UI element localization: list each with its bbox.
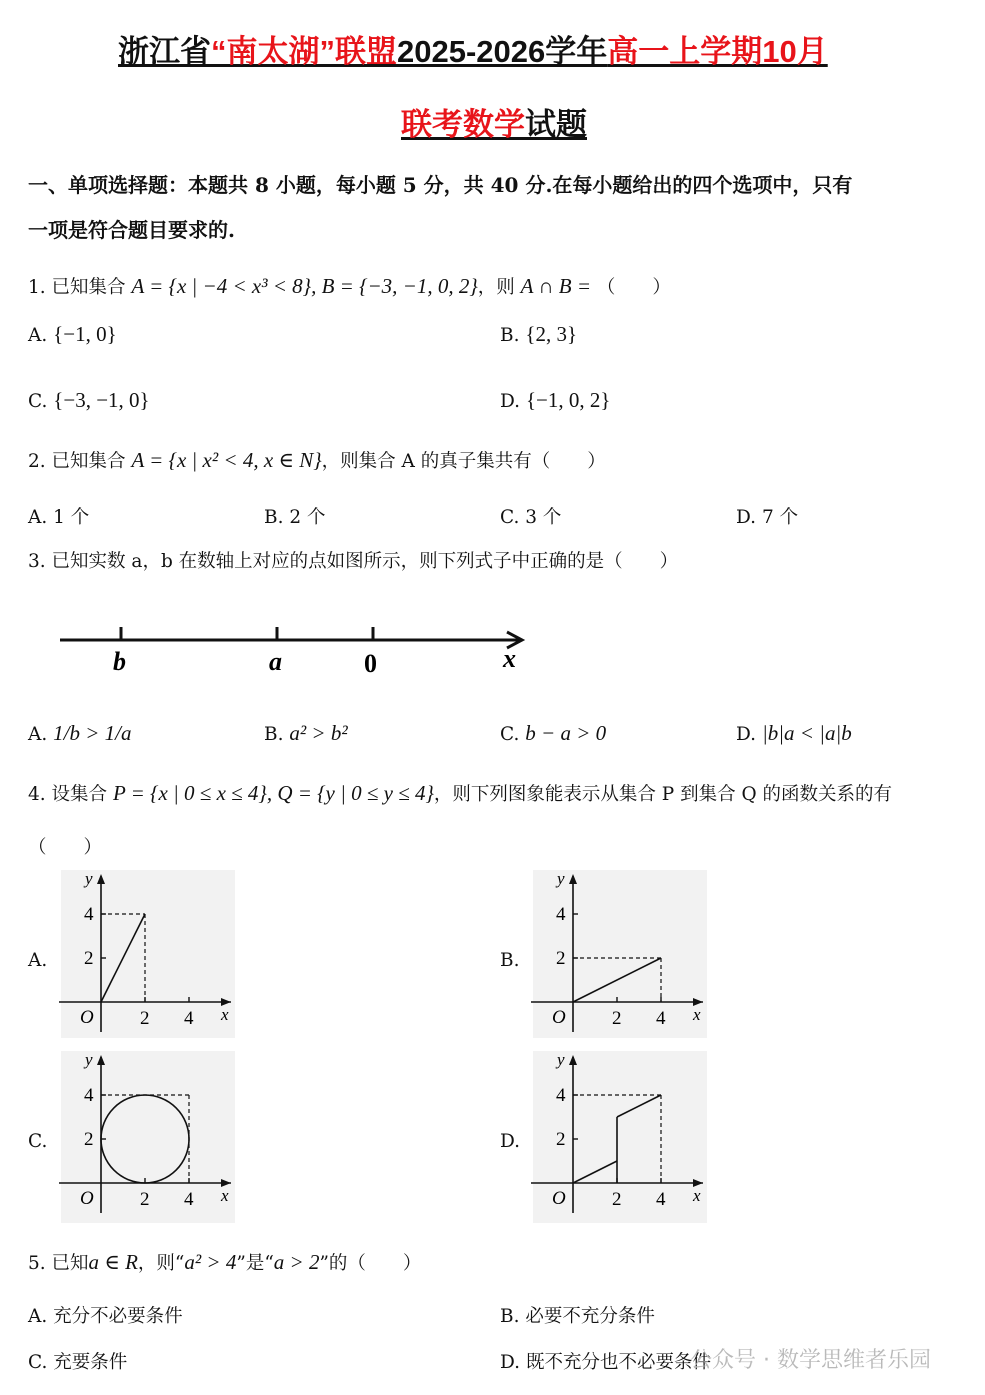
question-4-option-b-label[interactable]: B. — [500, 950, 520, 971]
y-tick-label: 4 — [556, 904, 566, 925]
origin-label: O — [80, 1007, 94, 1028]
x-var-label: x — [221, 1186, 229, 1205]
title-part-exam: 试题 — [525, 107, 587, 142]
question-5-option-c[interactable]: C. 充要条件 — [28, 1352, 128, 1373]
y-tick-label: 2 — [84, 948, 94, 969]
title-part-subject: 联考数学 — [401, 107, 525, 142]
graph-a — [55, 862, 245, 1042]
number-line-label-x: x — [503, 644, 516, 673]
question-2-option-b[interactable]: B. 2 个 — [264, 507, 326, 528]
title-part-alliance: “南太湖”联盟 — [211, 34, 397, 69]
y-tick-label: 4 — [556, 1085, 566, 1106]
x-tick-label: 4 — [656, 1189, 666, 1210]
number-line-label-a: a — [269, 647, 282, 676]
question-1-option-a[interactable]: A. {−1, 0} — [28, 322, 117, 346]
watermark: 公众号 · 数学思维者乐园 — [690, 1348, 931, 1373]
question-3-stem: 3. 已知实数 a，b 在数轴上对应的点如图所示，则下列式子中正确的是（ ） — [28, 551, 679, 572]
question-5-option-d[interactable]: D. 既不充分也不必要条件 — [500, 1352, 711, 1373]
question-2-math: A = {x | x² < 4, x ∈ N} — [131, 448, 322, 472]
question-2-option-c[interactable]: C. 3 个 — [500, 507, 562, 528]
number-line-label-0: 0 — [364, 649, 377, 678]
graph-d — [527, 1043, 717, 1228]
section-header-line2: 一项是符合题目要求的. — [28, 218, 235, 242]
question-4-blank: （ ） — [28, 837, 103, 858]
question-4-stem: 4. 设集合 P = {x | 0 ≤ x ≤ 4}, Q = {y | 0 ≤ y ≤ 4}，则下列图象能表示从集合 P 到集合 Q 的函数关系的有 — [28, 781, 893, 805]
question-5-option-a[interactable]: A. 充分不必要条件 — [28, 1306, 183, 1327]
question-3-option-c[interactable]: C. b − a > 0 — [500, 721, 607, 745]
question-3-option-b[interactable]: B. a² > b² — [264, 721, 348, 745]
y-tick-label: 2 — [556, 948, 566, 969]
question-4-option-d-label[interactable]: D. — [500, 1131, 521, 1152]
x-tick-label: 4 — [184, 1008, 194, 1029]
page-title-line2 — [401, 99, 587, 144]
y-tick-label: 4 — [84, 904, 94, 925]
question-4-option-a-label[interactable]: A. — [28, 950, 48, 971]
title-part-province: 浙江省 — [118, 34, 211, 69]
y-var-label: y — [85, 1050, 93, 1069]
origin-label: O — [552, 1007, 566, 1028]
question-2-stem: 2. 已知集合 A = {x | x² < 4, x ∈ N}，则集合 A 的真子集共有（ ） — [28, 448, 606, 472]
number-line-label-b: b — [113, 647, 126, 676]
x-var-label: x — [693, 1005, 701, 1024]
question-3-option-a[interactable]: A. 1/b > 1/a — [28, 721, 132, 745]
x-tick-label: 4 — [184, 1189, 194, 1210]
question-3-option-d[interactable]: D. |b|a < |a|b — [736, 721, 852, 745]
x-tick-label: 2 — [612, 1008, 622, 1029]
question-4-option-c-label[interactable]: C. — [28, 1131, 48, 1152]
y-var-label: y — [557, 869, 565, 888]
number-line-figure — [55, 615, 535, 685]
graph-b — [527, 862, 717, 1042]
question-5-stem: 5. 已知a ∈ R，则“a² > 4”是“a > 2”的（ ） — [28, 1250, 422, 1274]
question-1-math: A = {x | −4 < x³ < 8}, B = {−3, −1, 0, 2} — [131, 274, 478, 298]
page-title-line1 — [118, 26, 828, 71]
question-1-option-b[interactable]: B. {2, 3} — [500, 322, 578, 346]
x-tick-label: 4 — [656, 1008, 666, 1029]
origin-label: O — [80, 1188, 94, 1209]
question-2-option-a[interactable]: A. 1 个 — [28, 507, 90, 528]
title-part-year: 2025-2026学年 — [397, 34, 608, 69]
y-tick-label: 2 — [556, 1129, 566, 1150]
question-5-option-b[interactable]: B. 必要不充分条件 — [500, 1306, 655, 1327]
question-1-stem: 1. 已知集合 A = {x | −4 < x³ < 8}, B = {−3, −1, 0, 2}，则 A ∩ B = （ ） — [28, 274, 671, 298]
x-tick-label: 2 — [140, 1189, 150, 1210]
question-1-option-c[interactable]: C. {−3, −1, 0} — [28, 388, 150, 412]
x-tick-label: 2 — [140, 1008, 150, 1029]
x-tick-label: 2 — [612, 1189, 622, 1210]
y-tick-label: 2 — [84, 1129, 94, 1150]
x-var-label: x — [221, 1005, 229, 1024]
question-1-option-d[interactable]: D. {−1, 0, 2} — [500, 388, 611, 412]
section-header-line1: 一、单项选择题：本题共 8 小题，每小题 5 分，共 40 分.在每小题给出的四个选项中，只有 — [28, 173, 853, 197]
y-var-label: y — [85, 869, 93, 888]
x-var-label: x — [693, 1186, 701, 1205]
y-var-label: y — [557, 1050, 565, 1069]
y-tick-label: 4 — [84, 1085, 94, 1106]
question-2-option-d[interactable]: D. 7 个 — [736, 507, 799, 528]
graph-c — [55, 1043, 245, 1228]
origin-label: O — [552, 1188, 566, 1209]
title-part-term: 高一上学期10月 — [607, 34, 828, 69]
question-4-math: P = {x | 0 ≤ x ≤ 4}, Q = {y | 0 ≤ y ≤ 4} — [112, 781, 434, 805]
